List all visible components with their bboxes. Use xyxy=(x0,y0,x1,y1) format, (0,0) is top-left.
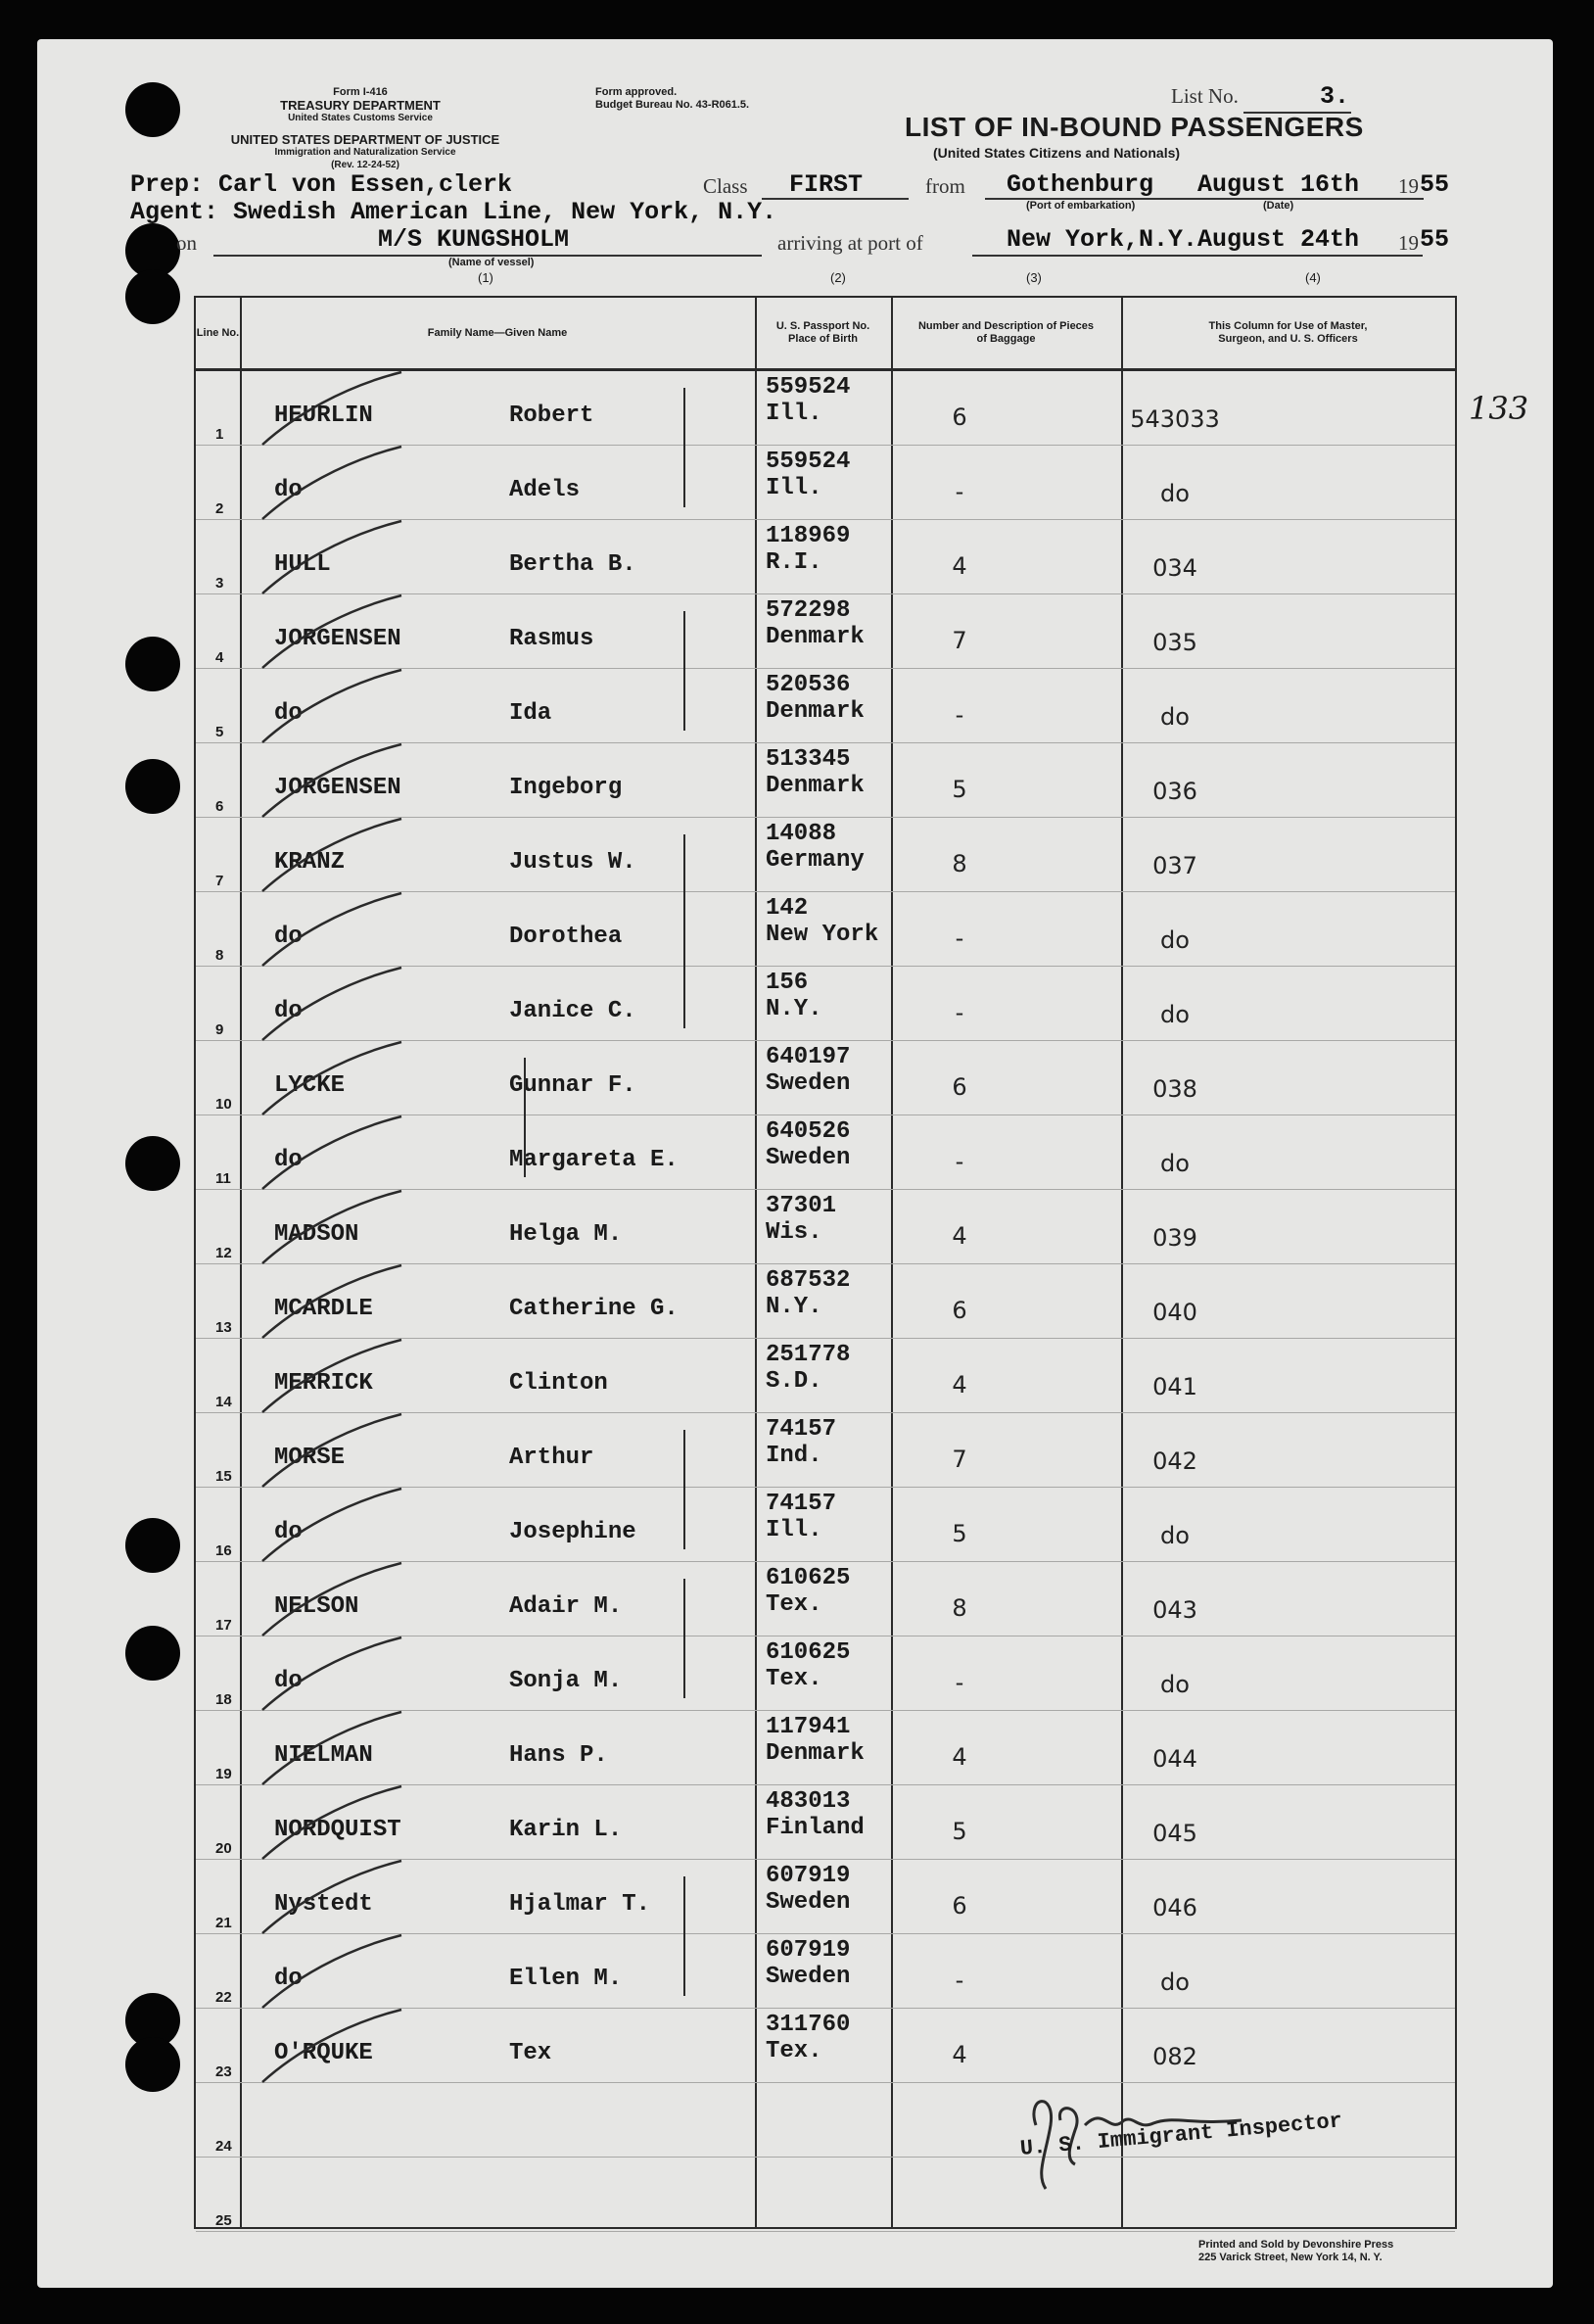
justice-department: UNITED STATES DEPARTMENT OF JUSTICE xyxy=(230,132,500,147)
table-header xyxy=(196,298,1455,371)
line-number: 15 xyxy=(215,1468,232,1485)
table-row xyxy=(196,1487,1455,1562)
place-of-birth: Tex. xyxy=(766,2038,822,2064)
baggage-count: 8 xyxy=(952,1594,967,1622)
officer-number: 037 xyxy=(1152,852,1197,879)
baggage-count: - xyxy=(955,1669,964,1696)
from-label: from xyxy=(925,174,965,198)
line-number: 6 xyxy=(215,798,224,815)
punch-hole xyxy=(125,269,180,324)
passport-cell xyxy=(766,672,865,725)
family-name: NIELMAN xyxy=(274,1742,373,1769)
budget-approval xyxy=(595,86,749,112)
header-baggage: Number and Description of Pieces of Baggage xyxy=(917,320,1095,345)
family-group-bracket xyxy=(683,1876,685,1996)
family-group-bracket xyxy=(683,388,685,507)
budget-bureau: Budget Bureau No. 43-R061.5. xyxy=(595,99,750,111)
officer-number: do xyxy=(1160,480,1190,507)
family-name: do xyxy=(274,1668,303,1694)
treasury-department: TREASURY DEPARTMENT xyxy=(280,98,441,113)
passport-number: 311760 xyxy=(766,2012,851,2038)
passport-number: 74157 xyxy=(766,1416,837,1443)
document-title: LIST OF IN-BOUND PASSENGERS xyxy=(905,112,1364,142)
given-name: Arthur xyxy=(509,1445,594,1471)
table-row xyxy=(196,817,1455,892)
baggage-count: - xyxy=(955,478,964,505)
punch-hole xyxy=(125,1136,180,1191)
place-of-birth: Sweden xyxy=(766,1889,851,1916)
line-number: 21 xyxy=(215,1915,232,1931)
arrival-port: New York,N.Y. xyxy=(1007,225,1198,254)
header-passport: U. S. Passport No. Place of Birth xyxy=(775,320,870,345)
given-name: Hjalmar T. xyxy=(509,1891,651,1918)
baggage-count: 6 xyxy=(952,1073,967,1101)
family-name: do xyxy=(274,1147,303,1173)
officer-number: 045 xyxy=(1152,1820,1197,1847)
passport-cell xyxy=(766,1788,865,1841)
table-row xyxy=(196,1040,1455,1115)
place-of-birth: Tex. xyxy=(766,1591,822,1618)
officer-number: 034 xyxy=(1152,554,1197,582)
baggage-count: - xyxy=(955,925,964,952)
officer-number: do xyxy=(1160,926,1190,954)
column-number-3: (3) xyxy=(1026,270,1042,285)
officer-number: 042 xyxy=(1152,1447,1197,1475)
revision-date: (Rev. 12-24-52) xyxy=(331,160,399,170)
baggage-count: 7 xyxy=(952,1446,967,1473)
line-number: 24 xyxy=(215,2138,232,2155)
baggage-count: 4 xyxy=(952,1371,967,1399)
given-name: Adels xyxy=(509,477,581,503)
list-number-label: List No. xyxy=(1171,84,1239,108)
form-page xyxy=(37,39,1553,2288)
given-name: Josephine xyxy=(509,1519,636,1545)
passport-cell xyxy=(766,1193,836,1246)
passport-number: 520536 xyxy=(766,672,851,698)
officer-number: 044 xyxy=(1152,1745,1197,1773)
place-of-birth: Ill. xyxy=(766,475,822,501)
place-of-birth: N.Y. xyxy=(766,1294,822,1320)
class-label: Class xyxy=(703,174,748,198)
family-name: MORSE xyxy=(274,1445,346,1471)
family-name: MCARDLE xyxy=(274,1296,373,1322)
place-of-birth: Tex. xyxy=(766,1666,822,1692)
line-number: 1 xyxy=(215,426,224,443)
passport-number: 559524 xyxy=(766,374,851,401)
passport-cell xyxy=(766,1863,850,1916)
passport-number: 117941 xyxy=(766,1714,851,1740)
baggage-count: - xyxy=(955,1148,964,1175)
passport-cell xyxy=(766,1118,850,1171)
passport-cell xyxy=(766,1937,850,1990)
officer-number: 039 xyxy=(1152,1224,1197,1252)
passport-cell xyxy=(766,895,878,948)
given-name: Ingeborg xyxy=(509,775,623,801)
given-name: Bertha B. xyxy=(509,551,636,578)
header-name: Family Name—Given Name xyxy=(427,326,568,339)
table-row xyxy=(196,742,1455,818)
year-prefix: 19 xyxy=(1398,174,1419,198)
passport-number: 74157 xyxy=(766,1491,837,1517)
passport-cell xyxy=(766,1714,865,1767)
place-of-birth: Denmark xyxy=(766,1740,865,1767)
table-row xyxy=(196,668,1455,743)
baggage-count: 6 xyxy=(952,403,967,431)
officer-number: do xyxy=(1160,1150,1190,1177)
column-number-4: (4) xyxy=(1305,270,1321,285)
family-name: do xyxy=(274,998,303,1024)
embarkation-date: August 16th xyxy=(1197,170,1360,199)
place-of-birth: New York xyxy=(766,922,879,948)
family-name: do xyxy=(274,1966,303,1992)
column-number-2: (2) xyxy=(830,270,846,285)
family-name: Nystedt xyxy=(274,1891,373,1918)
date-caption: (Date) xyxy=(1263,200,1294,212)
place-of-birth: Ill. xyxy=(766,401,822,427)
family-name: MERRICK xyxy=(274,1370,373,1397)
table-row xyxy=(196,2008,1455,2083)
place-of-birth: Germany xyxy=(766,847,865,874)
form-number: Form I-416 xyxy=(333,86,388,98)
table-row xyxy=(196,1933,1455,2009)
line-number: 16 xyxy=(215,1542,232,1559)
given-name: Janice C. xyxy=(509,998,636,1024)
place-of-birth: Ill. xyxy=(766,1517,822,1543)
table-row xyxy=(196,370,1455,446)
family-group-bracket xyxy=(683,1430,685,1549)
line-number: 14 xyxy=(215,1394,232,1410)
place-of-birth: S.D. xyxy=(766,1368,822,1395)
line-number: 22 xyxy=(215,1989,232,2006)
justice-header xyxy=(169,133,561,171)
baggage-count: 4 xyxy=(952,2041,967,2068)
on-label: on xyxy=(176,231,197,255)
table-row xyxy=(196,2157,1455,2232)
marginal-note: 133 xyxy=(1469,390,1529,427)
baggage-count: 5 xyxy=(952,1520,967,1547)
baggage-count: 4 xyxy=(952,1222,967,1250)
line-number: 11 xyxy=(215,1170,231,1187)
family-group-bracket xyxy=(524,1058,526,1177)
place-of-birth: Sweden xyxy=(766,1145,851,1171)
table-row xyxy=(196,445,1455,520)
officer-number: 036 xyxy=(1152,778,1197,805)
passport-number: 142 xyxy=(766,895,809,922)
header-officers: This Column for Use of Master, Surgeon, and U. S. Officers xyxy=(1208,320,1368,345)
passport-cell xyxy=(766,821,865,874)
line-number: 4 xyxy=(215,649,224,666)
printer-line-2: 225 Varick Street, New York 14, N. Y. xyxy=(1198,2252,1383,2263)
place-of-birth: N.Y. xyxy=(766,996,822,1022)
passport-cell xyxy=(766,1565,850,1618)
arrival-year: 55 xyxy=(1420,225,1450,254)
family-name: MADSON xyxy=(274,1221,359,1248)
passport-number: 640526 xyxy=(766,1118,851,1145)
list-number: 3. xyxy=(1320,82,1350,111)
given-name: Robert xyxy=(509,403,594,429)
family-name: do xyxy=(274,477,303,503)
document-subtitle: (United States Citizens and Nationals) xyxy=(933,145,1181,161)
arrival-year-prefix: 19 xyxy=(1398,231,1419,255)
officer-number: 543033 xyxy=(1130,405,1220,433)
line-number: 19 xyxy=(215,1766,232,1782)
passport-cell xyxy=(766,374,850,427)
passport-number: 559524 xyxy=(766,449,851,475)
table-row xyxy=(196,1561,1455,1636)
line-number: 18 xyxy=(215,1691,232,1708)
line-number: 2 xyxy=(215,500,224,517)
family-name: JORGENSEN xyxy=(274,775,401,801)
place-of-birth: R.I. xyxy=(766,549,822,576)
family-name: LYCKE xyxy=(274,1072,346,1099)
passport-cell xyxy=(766,449,850,501)
punch-hole xyxy=(125,2037,180,2092)
passport-cell xyxy=(766,2012,850,2064)
officer-number: do xyxy=(1160,1522,1190,1549)
baggage-count: 6 xyxy=(952,1297,967,1324)
passport-number: 607919 xyxy=(766,1937,851,1964)
line-number: 3 xyxy=(215,575,224,592)
line-number: 17 xyxy=(215,1617,232,1634)
officer-number: do xyxy=(1160,703,1190,731)
table-row xyxy=(196,593,1455,669)
ins-service: Immigration and Naturalization Service xyxy=(274,147,456,158)
table-row xyxy=(196,1859,1455,1934)
given-name: Hans P. xyxy=(509,1742,608,1769)
family-name: HEURLIN xyxy=(274,403,373,429)
vessel-name: M/S KUNGSHOLM xyxy=(378,225,570,254)
family-name: do xyxy=(274,924,303,950)
passport-cell xyxy=(766,1044,850,1097)
given-name: Ellen M. xyxy=(509,1966,623,1992)
baggage-count: - xyxy=(955,1967,964,1994)
table-row xyxy=(196,1263,1455,1339)
passport-cell xyxy=(766,1639,850,1692)
baggage-count: 5 xyxy=(952,776,967,803)
passport-number: 251778 xyxy=(766,1342,851,1368)
place-of-birth: Denmark xyxy=(766,698,865,725)
column-number-1: (1) xyxy=(478,270,493,285)
prep-line: Prep: Carl von Essen,clerk xyxy=(130,170,513,199)
passenger-table xyxy=(194,296,1529,2229)
port-caption: (Port of embarkation) xyxy=(1026,200,1136,212)
family-name: KRANZ xyxy=(274,849,346,876)
family-group-bracket xyxy=(683,834,685,1028)
passport-cell xyxy=(766,1342,850,1395)
arrival-date: August 24th xyxy=(1197,225,1360,254)
header-line-no: Line No. xyxy=(196,326,240,339)
given-name: Margareta E. xyxy=(509,1147,679,1173)
line-number: 7 xyxy=(215,873,224,889)
family-group-bracket xyxy=(683,1579,685,1698)
given-name: Justus W. xyxy=(509,849,636,876)
family-name: NORDQUIST xyxy=(274,1817,401,1843)
place-of-birth: Ind. xyxy=(766,1443,822,1469)
baggage-count: 6 xyxy=(952,1892,967,1920)
place-of-birth: Sweden xyxy=(766,1070,851,1097)
vessel-caption: (Name of vessel) xyxy=(448,257,535,268)
baggage-count: 4 xyxy=(952,1743,967,1771)
family-name: O'RQUKE xyxy=(274,2040,373,2066)
embarkation-year: 55 xyxy=(1420,170,1450,199)
table-row xyxy=(196,1710,1455,1785)
punch-hole xyxy=(125,637,180,691)
printer-footer xyxy=(1198,2239,1393,2264)
given-name: Karin L. xyxy=(509,1817,623,1843)
passport-number: 610625 xyxy=(766,1639,851,1666)
punch-hole xyxy=(125,1626,180,1681)
given-name: Clinton xyxy=(509,1370,608,1397)
officer-number: 046 xyxy=(1152,1894,1197,1921)
table-row xyxy=(196,519,1455,594)
baggage-count: 8 xyxy=(952,850,967,877)
passport-number: 640197 xyxy=(766,1044,851,1070)
family-name: do xyxy=(274,700,303,727)
arriving-label: arriving at port of xyxy=(777,231,923,255)
given-name: Dorothea xyxy=(509,924,623,950)
given-name: Ida xyxy=(509,700,552,727)
port-of-embarkation: Gothenburg xyxy=(1007,170,1154,199)
officer-number: 038 xyxy=(1152,1075,1197,1103)
passport-number: 483013 xyxy=(766,1788,851,1815)
passport-number: 607919 xyxy=(766,1863,851,1889)
line-number: 10 xyxy=(215,1096,232,1113)
form-approved: Form approved. xyxy=(595,86,678,98)
passport-cell xyxy=(766,597,865,650)
officer-number: 040 xyxy=(1152,1299,1197,1326)
line-number: 23 xyxy=(215,2063,232,2080)
inspector-label: U. S. Immigrant Inspector xyxy=(1018,2109,1343,2161)
given-name: Helga M. xyxy=(509,1221,623,1248)
passport-number: 156 xyxy=(766,970,809,996)
baggage-count: 5 xyxy=(952,1818,967,1845)
given-name: Sonja M. xyxy=(509,1668,623,1694)
family-name: JORGENSEN xyxy=(274,626,401,652)
place-of-birth: Wis. xyxy=(766,1219,822,1246)
family-name: HULL xyxy=(274,551,331,578)
line-number: 12 xyxy=(215,1245,232,1261)
passport-number: 572298 xyxy=(766,597,851,624)
arrival-underline xyxy=(972,255,1423,257)
passport-cell xyxy=(766,746,865,799)
punch-hole xyxy=(125,1518,180,1573)
place-of-birth: Denmark xyxy=(766,624,865,650)
passport-cell xyxy=(766,970,822,1022)
given-name: Rasmus xyxy=(509,626,594,652)
line-number: 20 xyxy=(215,1840,232,1857)
given-name: Gunnar F. xyxy=(509,1072,636,1099)
baggage-count: 7 xyxy=(952,627,967,654)
officer-number: do xyxy=(1160,1001,1190,1028)
punch-hole xyxy=(125,759,180,814)
line-number: 13 xyxy=(215,1319,232,1336)
passport-number: 14088 xyxy=(766,821,837,847)
printer-line-1: Printed and Sold by Devonshire Press xyxy=(1198,2239,1394,2251)
form-header-left xyxy=(233,86,488,124)
given-name: Adair M. xyxy=(509,1593,623,1620)
baggage-count: 4 xyxy=(952,552,967,580)
passport-cell xyxy=(766,1491,836,1543)
table-row xyxy=(196,966,1455,1041)
given-name: Tex xyxy=(509,2040,552,2066)
customs-service: United States Customs Service xyxy=(288,113,433,123)
passport-number: 118969 xyxy=(766,523,851,549)
agent-line: Agent: Swedish American Line, New York, N.Y. xyxy=(130,198,777,226)
punch-hole xyxy=(125,82,180,137)
officer-number: 041 xyxy=(1152,1373,1197,1400)
place-of-birth: Finland xyxy=(766,1815,865,1841)
family-name: NELSON xyxy=(274,1593,359,1620)
table-row xyxy=(196,1338,1455,1413)
passport-number: 610625 xyxy=(766,1565,851,1591)
family-group-bracket xyxy=(683,611,685,731)
passport-cell xyxy=(766,1416,836,1469)
table-row xyxy=(196,1412,1455,1488)
officer-number: 082 xyxy=(1152,2043,1197,2070)
table-row xyxy=(196,1189,1455,1264)
baggage-count: - xyxy=(955,701,964,729)
baggage-count: - xyxy=(955,999,964,1026)
table-row xyxy=(196,1115,1455,1190)
passport-number: 513345 xyxy=(766,746,851,773)
line-number: 8 xyxy=(215,947,224,964)
place-of-birth: Denmark xyxy=(766,773,865,799)
line-number: 25 xyxy=(215,2212,232,2229)
passport-number: 687532 xyxy=(766,1267,851,1294)
line-number: 9 xyxy=(215,1021,224,1038)
officer-number: do xyxy=(1160,1968,1190,1996)
officer-number: do xyxy=(1160,1671,1190,1698)
officer-number: 043 xyxy=(1152,1596,1197,1624)
officer-number: 035 xyxy=(1152,629,1197,656)
table-row xyxy=(196,1636,1455,1711)
passport-number: 37301 xyxy=(766,1193,837,1219)
passport-cell xyxy=(766,523,850,576)
table-row xyxy=(196,891,1455,967)
table-row xyxy=(196,1784,1455,1860)
family-name: do xyxy=(274,1519,303,1545)
given-name: Catherine G. xyxy=(509,1296,679,1322)
place-of-birth: Sweden xyxy=(766,1964,851,1990)
passport-cell xyxy=(766,1267,850,1320)
line-number: 5 xyxy=(215,724,224,740)
class-value: FIRST xyxy=(789,170,864,199)
